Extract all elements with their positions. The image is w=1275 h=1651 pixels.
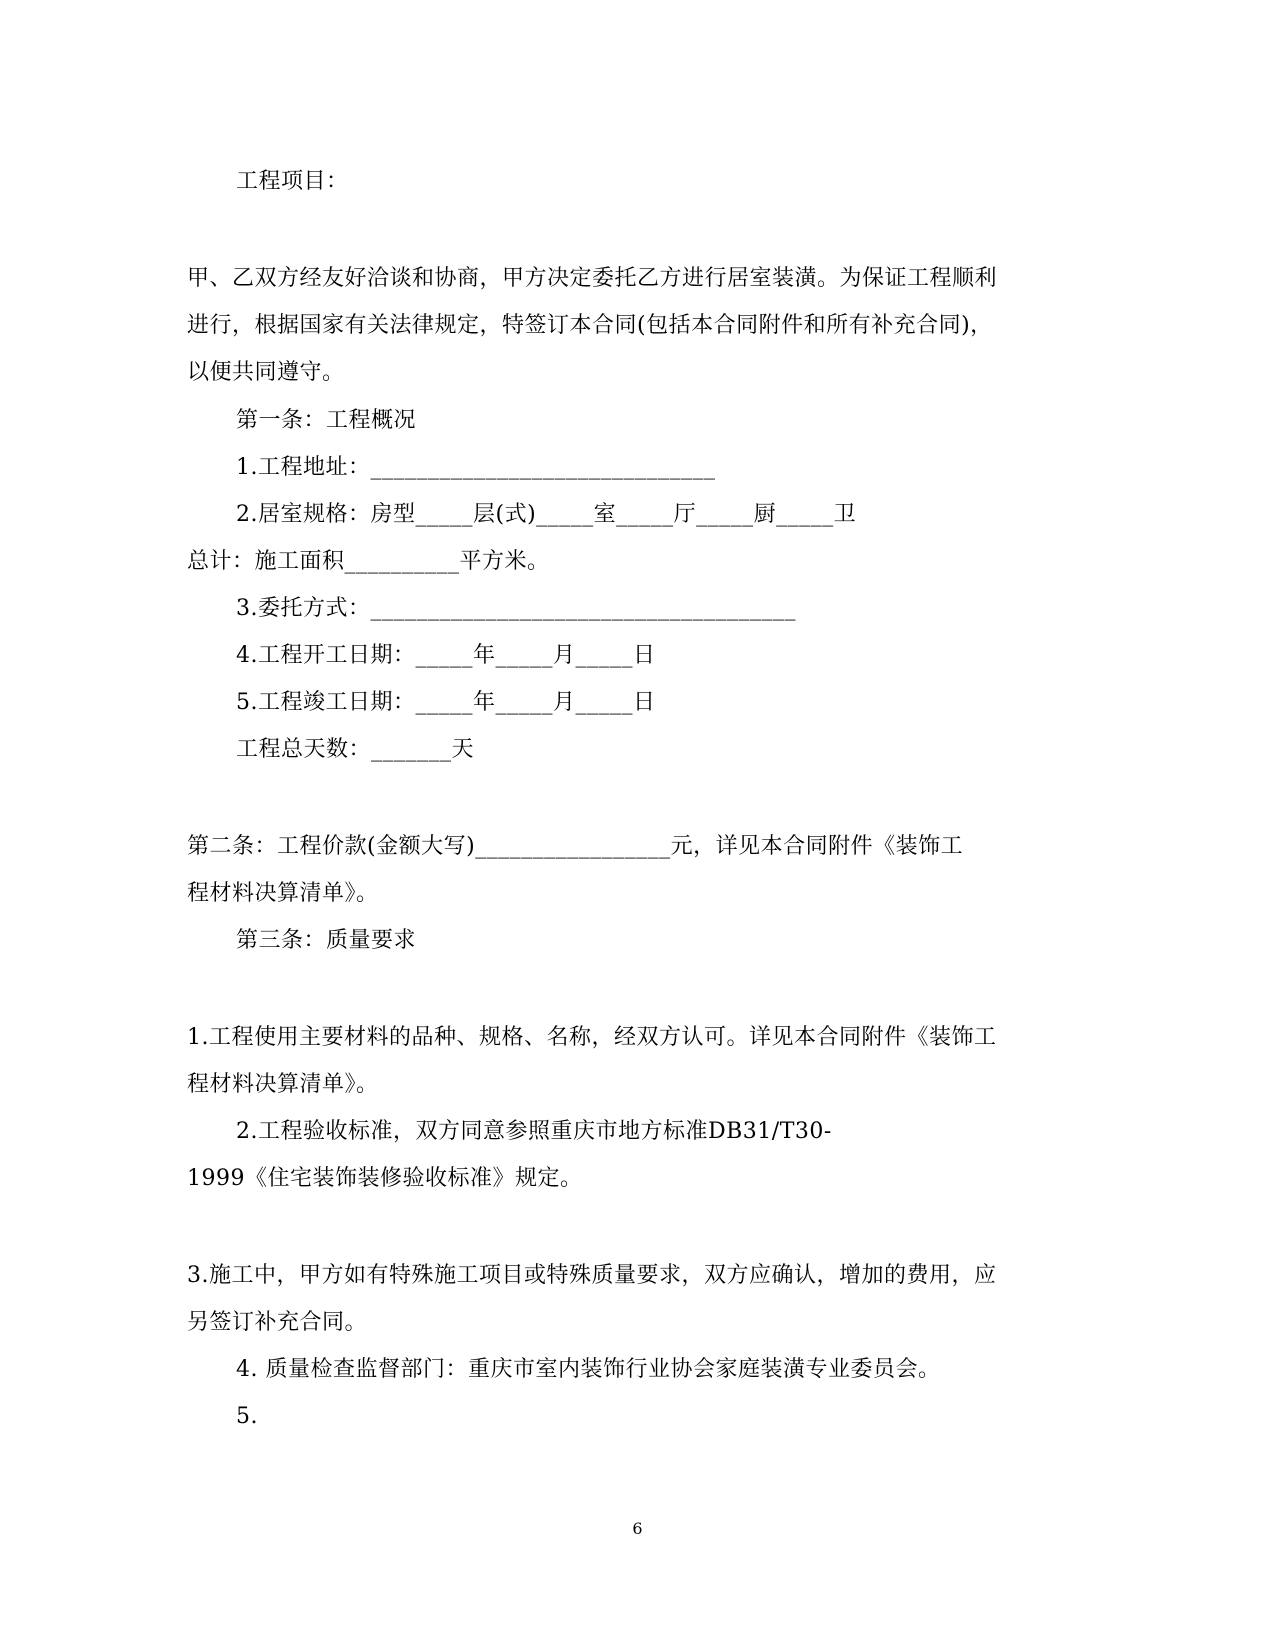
article-2-line-2: 程材料决算清单》。 — [187, 881, 379, 906]
room-spec-field: 2.居室规格：房型_____层(式)_____室_____厅_____厨_____卫 — [236, 502, 857, 527]
preamble-line-1: 甲、乙双方经友好洽谈和协商，甲方决定委托乙方进行居室装潢。为保证工程顺利 — [187, 266, 998, 291]
total-days-field: 工程总天数：_______天 — [236, 737, 475, 762]
article-2-line-1: 第二条：工程价款(金额大写)_________________元，详见本合同附件《装饰工 — [187, 834, 964, 859]
quality-item-4: 4. 质量检查监督部门：重庆市室内装饰行业协会家庭装潢专业委员会。 — [236, 1357, 941, 1382]
project-label: 工程项目： — [236, 169, 349, 194]
article-1-heading: 第一条：工程概况 — [236, 408, 417, 433]
quality-item-2-line-1: 2.工程验收标准，双方同意参照重庆市地方标准DB31/T30- — [236, 1119, 832, 1144]
project-address-field: 1.工程地址：______________________________ — [236, 455, 716, 480]
preamble-line-2: 进行，根据国家有关法律规定，特签订本合同(包括本合同附件和所有补充合同)， — [187, 313, 993, 338]
completion-date-field: 5.工程竣工日期：_____年_____月_____日 — [236, 690, 656, 715]
preamble-line-3: 以便共同遵守。 — [187, 360, 345, 385]
quality-item-3-line-1: 3.施工中，甲方如有特殊施工项目或特殊质量要求，双方应确认，增加的费用，应 — [187, 1263, 997, 1288]
commission-method-field: 3.委托方式：_____________________________________ — [236, 596, 796, 621]
quality-item-1-line-1: 1.工程使用主要材料的品种、规格、名称，经双方认可。详见本合同附件《装饰工 — [187, 1025, 997, 1050]
quality-item-3-line-2: 另签订补充合同。 — [187, 1310, 368, 1335]
article-3-heading: 第三条：质量要求 — [236, 928, 417, 953]
quality-item-5: 5. — [236, 1404, 258, 1429]
total-area-field: 总计：施工面积__________平方米。 — [187, 549, 550, 574]
quality-item-1-line-2: 程材料决算清单》。 — [187, 1072, 379, 1097]
quality-item-2-line-2: 1999《住宅装饰装修验收标准》规定。 — [187, 1166, 583, 1191]
page-number: 6 — [632, 1519, 643, 1538]
start-date-field: 4.工程开工日期：_____年_____月_____日 — [236, 643, 656, 668]
